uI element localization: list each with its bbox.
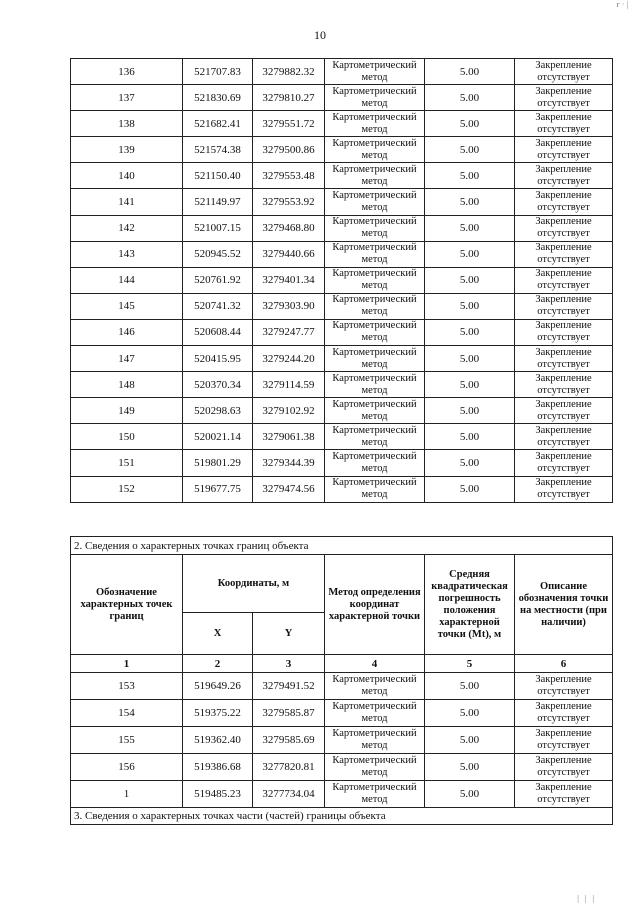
coord-y-cell: 3279244.20 [253, 346, 325, 372]
table-row [71, 267, 613, 293]
table-row [71, 137, 613, 163]
description-cell [515, 85, 613, 111]
description-line: отсутствует [537, 332, 590, 344]
method-line: метод [361, 358, 388, 370]
point-number-cell: 137 [71, 85, 183, 111]
description-line: отсутствует [537, 767, 590, 778]
error-cell: 5.00 [425, 700, 515, 727]
header-description: Описание обозначения точки на местности (при наличии) [515, 555, 613, 655]
coord-x-cell: 519485.23 [183, 781, 253, 808]
table-row [71, 346, 613, 372]
description-line: Закрепление [535, 782, 592, 793]
footer-row [71, 808, 613, 825]
column-number: 1 [71, 655, 183, 673]
description-cell [515, 700, 613, 727]
coord-y-cell: 3279585.87 [253, 700, 325, 727]
description-line: Закрепление [535, 163, 592, 175]
method-line: Картометрический [332, 755, 417, 766]
method-line: Картометрический [332, 477, 417, 489]
error-cell: 5.00 [425, 241, 515, 267]
coord-x-cell: 521707.83 [183, 59, 253, 85]
description-line: отсутствует [537, 280, 590, 292]
coord-y-cell: 3279114.59 [253, 372, 325, 398]
description-line: отсутствует [537, 71, 590, 83]
table-row [71, 372, 613, 398]
method-line: метод [361, 740, 388, 751]
point-number-cell: 154 [71, 700, 183, 727]
description-line: Закрепление [535, 372, 592, 384]
description-line: Закрепление [535, 477, 592, 489]
table-row [71, 163, 613, 189]
coord-y-cell: 3279810.27 [253, 85, 325, 111]
method-line: метод [361, 306, 388, 318]
description-line: Закрепление [535, 59, 592, 71]
coord-y-cell: 3279474.56 [253, 476, 325, 502]
method-line: метод [361, 228, 388, 240]
description-line: Закрепление [535, 216, 592, 228]
table-row [71, 319, 613, 345]
method-cell [325, 727, 425, 754]
method-line: метод [361, 123, 388, 135]
point-number-cell: 148 [71, 372, 183, 398]
method-cell [325, 59, 425, 85]
description-line: Закрепление [535, 85, 592, 97]
description-cell [515, 476, 613, 502]
method-line: Картометрический [332, 216, 417, 228]
point-number-cell: 1 [71, 781, 183, 808]
method-line: Картометрический [332, 137, 417, 149]
point-number-cell: 153 [71, 673, 183, 700]
table-row [71, 673, 613, 700]
coord-x-cell: 520761.92 [183, 267, 253, 293]
method-line: Картометрический [332, 190, 417, 202]
description-line: Закрепление [535, 111, 592, 123]
table-row [71, 450, 613, 476]
coord-y-cell: 3279344.39 [253, 450, 325, 476]
description-cell [515, 215, 613, 241]
table-row [71, 754, 613, 781]
table-row [71, 85, 613, 111]
coord-y-cell: 3279882.32 [253, 59, 325, 85]
description-line: отсутствует [537, 462, 590, 474]
coord-x-cell: 520741.32 [183, 293, 253, 319]
method-cell [325, 163, 425, 189]
point-number-cell: 136 [71, 59, 183, 85]
method-line: Картометрический [332, 701, 417, 712]
description-line: Закрепление [535, 755, 592, 766]
error-cell: 5.00 [425, 424, 515, 450]
coord-y-cell: 3279102.92 [253, 398, 325, 424]
method-line: Картометрический [332, 163, 417, 175]
bottom-mark: | | | [577, 894, 596, 903]
error-cell: 5.00 [425, 754, 515, 781]
description-cell [515, 267, 613, 293]
header-x: X [183, 613, 253, 655]
method-cell [325, 754, 425, 781]
point-number-cell: 147 [71, 346, 183, 372]
method-line: Картометрический [332, 59, 417, 71]
error-cell: 5.00 [425, 450, 515, 476]
method-line: Картометрический [332, 294, 417, 306]
coord-y-cell: 3279468.80 [253, 215, 325, 241]
table-row [71, 293, 613, 319]
corner-mark: г·| [616, 0, 630, 9]
header-designation: Обозначение характерных точек границ [71, 555, 183, 655]
description-cell [515, 319, 613, 345]
point-number-cell: 142 [71, 215, 183, 241]
method-cell [325, 137, 425, 163]
description-line: Закрепление [535, 728, 592, 739]
method-line: метод [361, 280, 388, 292]
table-row [71, 241, 613, 267]
table-row [71, 476, 613, 502]
coord-y-cell: 3277734.04 [253, 781, 325, 808]
method-line: метод [361, 175, 388, 187]
description-cell [515, 137, 613, 163]
description-line: Закрепление [535, 398, 592, 410]
table-row [71, 398, 613, 424]
error-cell: 5.00 [425, 398, 515, 424]
point-number-cell: 138 [71, 111, 183, 137]
header-error: Средняя квадратическая погрешность положения характерной точки (Mt), м [425, 555, 515, 655]
coord-x-cell: 519362.40 [183, 727, 253, 754]
table-row [71, 215, 613, 241]
method-cell [325, 293, 425, 319]
table-row [71, 700, 613, 727]
point-number-cell: 143 [71, 241, 183, 267]
description-cell [515, 781, 613, 808]
coord-x-cell: 520945.52 [183, 241, 253, 267]
table-row [71, 424, 613, 450]
description-line: отсутствует [537, 713, 590, 724]
description-line: Закрепление [535, 242, 592, 254]
point-number-cell: 141 [71, 189, 183, 215]
method-line: Картометрический [332, 320, 417, 332]
description-cell [515, 754, 613, 781]
error-cell: 5.00 [425, 189, 515, 215]
description-line: Закрепление [535, 320, 592, 332]
coord-y-cell: 3277820.81 [253, 754, 325, 781]
method-cell [325, 450, 425, 476]
method-cell [325, 372, 425, 398]
method-line: Картометрический [332, 782, 417, 793]
table-row [71, 111, 613, 137]
method-cell [325, 111, 425, 137]
error-cell: 5.00 [425, 163, 515, 189]
table-body [71, 537, 613, 825]
method-line: метод [361, 71, 388, 83]
description-cell [515, 163, 613, 189]
error-cell: 5.00 [425, 319, 515, 345]
point-number-cell: 151 [71, 450, 183, 476]
method-line: метод [361, 794, 388, 805]
description-line: Закрепление [535, 674, 592, 685]
column-number: 6 [515, 655, 613, 673]
description-line: отсутствует [537, 740, 590, 751]
description-line: отсутствует [537, 97, 590, 109]
coord-y-cell: 3279553.92 [253, 189, 325, 215]
method-line: метод [361, 436, 388, 448]
point-number-cell: 139 [71, 137, 183, 163]
method-line: метод [361, 462, 388, 474]
point-number-cell: 145 [71, 293, 183, 319]
error-cell: 5.00 [425, 111, 515, 137]
description-line: отсутствует [537, 358, 590, 370]
method-cell [325, 424, 425, 450]
description-cell [515, 189, 613, 215]
method-line: Картометрический [332, 242, 417, 254]
column-number: 2 [183, 655, 253, 673]
error-cell: 5.00 [425, 476, 515, 502]
error-cell: 5.00 [425, 293, 515, 319]
method-cell [325, 241, 425, 267]
description-line: отсутствует [537, 306, 590, 318]
description-line: Закрепление [535, 190, 592, 202]
method-line: метод [361, 254, 388, 266]
boundary-points-table-continued [70, 58, 613, 503]
coord-x-cell: 519677.75 [183, 476, 253, 502]
coord-x-cell: 521682.41 [183, 111, 253, 137]
section-caption: 3. Сведения о характерных точках части (частей) границы объекта [71, 808, 613, 825]
method-line: метод [361, 149, 388, 161]
description-line: отсутствует [537, 228, 590, 240]
coord-x-cell: 521007.15 [183, 215, 253, 241]
error-cell: 5.00 [425, 215, 515, 241]
coord-x-cell: 521830.69 [183, 85, 253, 111]
column-number: 4 [325, 655, 425, 673]
error-cell: 5.00 [425, 59, 515, 85]
header-y: Y [253, 613, 325, 655]
column-number: 3 [253, 655, 325, 673]
method-line: Картометрический [332, 268, 417, 280]
method-cell [325, 476, 425, 502]
method-cell [325, 85, 425, 111]
method-cell [325, 267, 425, 293]
error-cell: 5.00 [425, 346, 515, 372]
coord-y-cell: 3279491.52 [253, 673, 325, 700]
description-line: отсутствует [537, 410, 590, 422]
method-line: метод [361, 202, 388, 214]
coord-x-cell: 520021.14 [183, 424, 253, 450]
error-cell: 5.00 [425, 85, 515, 111]
column-number: 5 [425, 655, 515, 673]
header-method: Метод определения координат характерной точки [325, 555, 425, 655]
coord-y-cell: 3279401.34 [253, 267, 325, 293]
coord-x-cell: 521150.40 [183, 163, 253, 189]
method-line: Картометрический [332, 111, 417, 123]
description-line: Закрепление [535, 137, 592, 149]
description-cell [515, 346, 613, 372]
method-line: метод [361, 489, 388, 501]
method-cell [325, 673, 425, 700]
description-cell [515, 727, 613, 754]
description-line: отсутствует [537, 202, 590, 214]
method-line: Картометрический [332, 674, 417, 685]
description-cell [515, 398, 613, 424]
error-cell: 5.00 [425, 372, 515, 398]
description-cell [515, 450, 613, 476]
method-cell [325, 398, 425, 424]
point-number-cell: 152 [71, 476, 183, 502]
coord-x-cell: 520608.44 [183, 319, 253, 345]
coord-y-cell: 3279247.77 [253, 319, 325, 345]
method-cell [325, 781, 425, 808]
description-line: отсутствует [537, 794, 590, 805]
method-line: метод [361, 384, 388, 396]
point-number-cell: 156 [71, 754, 183, 781]
point-number-cell: 155 [71, 727, 183, 754]
method-line: метод [361, 713, 388, 724]
method-cell [325, 346, 425, 372]
table-row [71, 781, 613, 808]
description-line: Закрепление [535, 424, 592, 436]
method-line: Картометрический [332, 346, 417, 358]
coord-y-cell: 3279553.48 [253, 163, 325, 189]
coord-x-cell: 521149.97 [183, 189, 253, 215]
method-line: Картометрический [332, 85, 417, 97]
description-line: отсутствует [537, 686, 590, 697]
coord-x-cell: 521574.38 [183, 137, 253, 163]
method-line: Картометрический [332, 398, 417, 410]
coord-y-cell: 3279440.66 [253, 241, 325, 267]
method-cell [325, 189, 425, 215]
description-line: отсутствует [537, 254, 590, 266]
error-cell: 5.00 [425, 137, 515, 163]
coord-x-cell: 519386.68 [183, 754, 253, 781]
description-line: отсутствует [537, 175, 590, 187]
point-number-cell: 146 [71, 319, 183, 345]
table-row [71, 189, 613, 215]
coord-x-cell: 520370.34 [183, 372, 253, 398]
description-line: отсутствует [537, 384, 590, 396]
coord-y-cell: 3279303.90 [253, 293, 325, 319]
point-number-cell: 150 [71, 424, 183, 450]
description-line: Закрепление [535, 268, 592, 280]
table-row [71, 727, 613, 754]
coord-y-cell: 3279551.72 [253, 111, 325, 137]
error-cell: 5.00 [425, 267, 515, 293]
method-line: метод [361, 767, 388, 778]
method-line: Картометрический [332, 424, 417, 436]
method-line: метод [361, 686, 388, 697]
description-cell [515, 241, 613, 267]
method-line: Картометрический [332, 728, 417, 739]
method-line: Картометрический [332, 450, 417, 462]
method-line: метод [361, 332, 388, 344]
coord-y-cell: 3279061.38 [253, 424, 325, 450]
description-cell [515, 372, 613, 398]
coord-y-cell: 3279500.86 [253, 137, 325, 163]
description-cell [515, 293, 613, 319]
error-cell: 5.00 [425, 727, 515, 754]
description-line: Закрепление [535, 346, 592, 358]
page-number: 10 [314, 28, 326, 42]
method-cell [325, 700, 425, 727]
description-line: отсутствует [537, 489, 590, 501]
coord-x-cell: 520415.95 [183, 346, 253, 372]
coord-x-cell: 519375.22 [183, 700, 253, 727]
description-cell [515, 59, 613, 85]
description-line: отсутствует [537, 123, 590, 135]
method-line: метод [361, 97, 388, 109]
description-line: Закрепление [535, 450, 592, 462]
boundary-points-table [70, 536, 613, 825]
section-caption: 2. Сведения о характерных точках границ объекта [71, 537, 613, 555]
method-cell [325, 319, 425, 345]
method-line: Картометрический [332, 372, 417, 384]
table-body [71, 59, 613, 503]
point-number-cell: 149 [71, 398, 183, 424]
error-cell: 5.00 [425, 673, 515, 700]
description-cell [515, 424, 613, 450]
coord-y-cell: 3279585.69 [253, 727, 325, 754]
description-cell [515, 111, 613, 137]
point-number-cell: 144 [71, 267, 183, 293]
description-cell [515, 673, 613, 700]
coord-x-cell: 519801.29 [183, 450, 253, 476]
point-number-cell: 140 [71, 163, 183, 189]
coord-x-cell: 520298.63 [183, 398, 253, 424]
description-line: Закрепление [535, 701, 592, 712]
header-coordinates: Координаты, м [183, 555, 325, 613]
description-line: отсутствует [537, 436, 590, 448]
table-row [71, 59, 613, 85]
coord-x-cell: 519649.26 [183, 673, 253, 700]
description-line: отсутствует [537, 149, 590, 161]
description-line: Закрепление [535, 294, 592, 306]
error-cell: 5.00 [425, 781, 515, 808]
method-line: метод [361, 410, 388, 422]
method-cell [325, 215, 425, 241]
